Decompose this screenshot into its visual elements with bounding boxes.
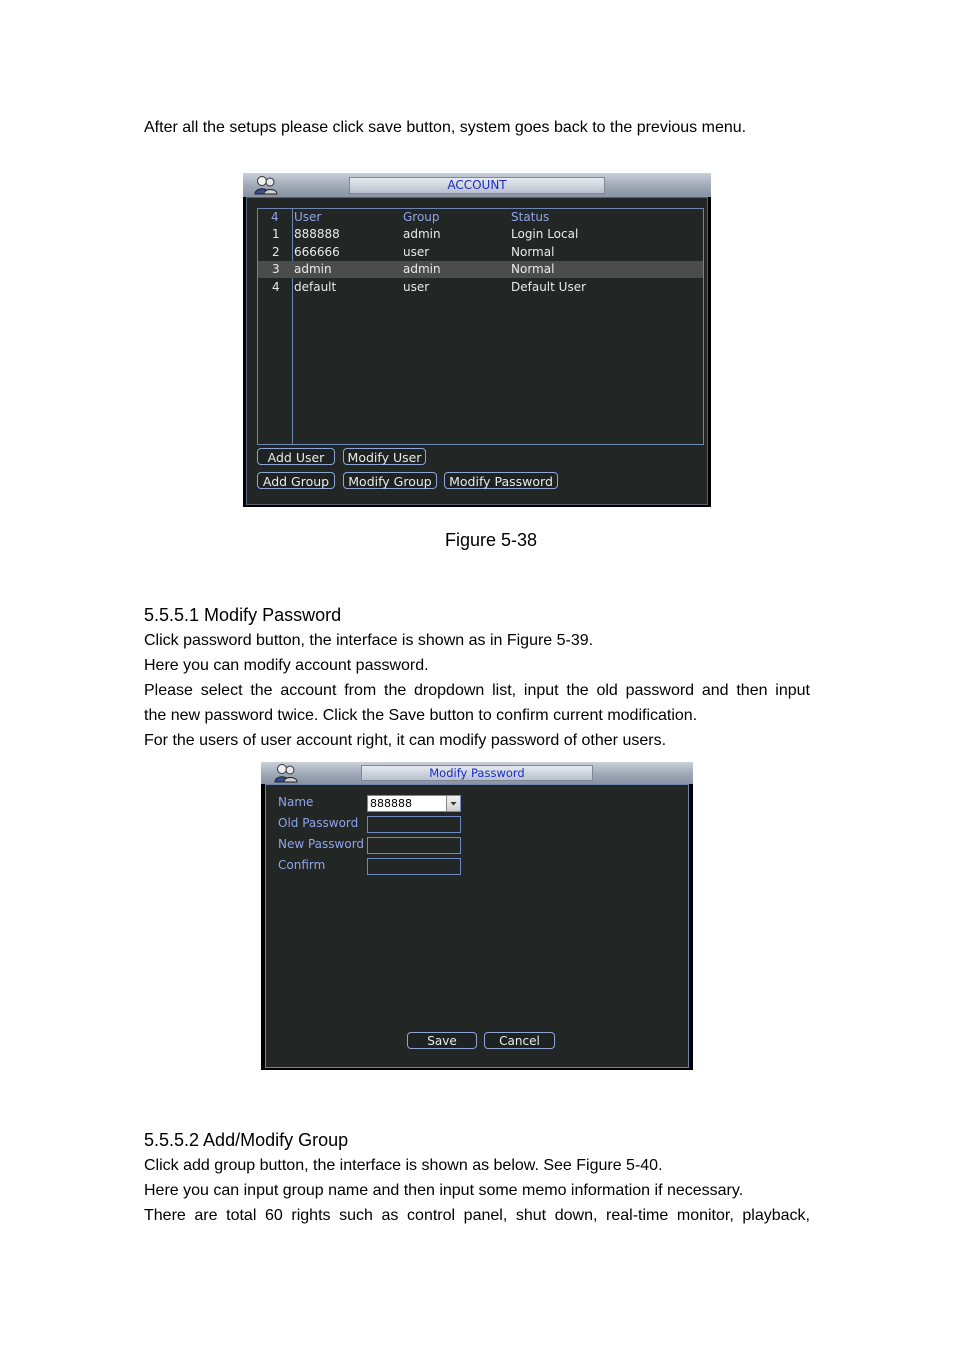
- section-heading-add-modify-group: 5.5.5.2 Add/Modify Group: [144, 1130, 349, 1150]
- sec1-paragraph-1: Click password button, the interface is shown as in Figure 5-39.: [144, 632, 594, 649]
- old-password-field[interactable]: [367, 816, 461, 833]
- save-button[interactable]: Save: [407, 1032, 477, 1049]
- row-2-user[interactable]: 666666: [294, 245, 340, 259]
- account-window: [243, 173, 711, 507]
- row-4-status[interactable]: Default User: [511, 280, 587, 294]
- row-4-group[interactable]: user: [403, 280, 430, 294]
- sec1-paragraph-2: Here you can modify account password.: [144, 657, 429, 674]
- row-4-number[interactable]: 4: [272, 280, 280, 294]
- modify-group-button[interactable]: Modify Group: [343, 472, 437, 489]
- users-icon: [273, 763, 299, 783]
- modify-password-title: Modify Password: [361, 765, 593, 781]
- column-header-status: Status: [511, 210, 550, 224]
- row-3-status[interactable]: Normal: [511, 262, 555, 276]
- row-3-group[interactable]: admin: [403, 262, 441, 276]
- intro-paragraph: After all the setups please click save button, system goes back to the previous menu.: [144, 119, 747, 136]
- sec1-paragraph-3b: the new password twice. Click the Save button to confirm current modification.: [144, 707, 698, 724]
- user-count: 4: [271, 210, 279, 224]
- section-heading-modify-password: 5.5.5.1 Modify Password: [144, 605, 342, 625]
- row-1-status[interactable]: Login Local: [511, 227, 579, 241]
- name-label: Name: [278, 795, 314, 809]
- row-2-number[interactable]: 2: [272, 245, 280, 259]
- sec2-paragraph-1: Click add group button, the interface is shown as below. See Figure 5-40.: [144, 1157, 663, 1174]
- user-list-divider: [292, 209, 293, 444]
- confirm-password-field[interactable]: [367, 858, 461, 875]
- confirm-label: Confirm: [278, 858, 326, 872]
- account-title: ACCOUNT: [349, 177, 605, 194]
- users-icon: [253, 175, 279, 195]
- new-password-field[interactable]: [367, 837, 461, 854]
- row-3-user[interactable]: admin: [294, 262, 332, 276]
- chevron-down-icon[interactable]: [446, 796, 460, 811]
- modify-password-button[interactable]: Modify Password: [444, 472, 558, 489]
- column-header-user: User: [294, 210, 322, 224]
- sec2-paragraph-2: Here you can input group name and then input some memo information if necessary.: [144, 1182, 744, 1199]
- modify-password-body: [265, 784, 689, 1068]
- row-1-number[interactable]: 1: [272, 227, 280, 241]
- sec2-paragraph-3: There are total 60 rights such as control panel, shut down, real-time monitor, playback,: [144, 1207, 810, 1224]
- account-titlebar: [243, 173, 711, 197]
- add-user-button[interactable]: Add User: [257, 448, 335, 465]
- cancel-button[interactable]: Cancel: [484, 1032, 555, 1049]
- column-header-group: Group: [403, 210, 440, 224]
- row-3-number[interactable]: 3: [272, 262, 280, 276]
- row-1-group[interactable]: admin: [403, 227, 441, 241]
- row-1-user[interactable]: 888888: [294, 227, 340, 241]
- account-body: [246, 197, 708, 505]
- modify-password-titlebar: [261, 762, 693, 784]
- figure-5-38-caption: Figure 5-38: [444, 530, 538, 550]
- new-password-label: New Password: [278, 837, 365, 851]
- name-dropdown[interactable]: [367, 795, 461, 812]
- modify-user-button[interactable]: Modify User: [343, 448, 426, 465]
- row-4-user[interactable]: default: [294, 280, 337, 294]
- add-group-button[interactable]: Add Group: [257, 472, 335, 489]
- sec1-paragraph-4: For the users of user account right, it can modify password of other users.: [144, 732, 667, 749]
- sec1-paragraph-3a: Please select the account from the dropdown list, input the old password and then input: [144, 682, 810, 699]
- modify-password-window: [261, 762, 693, 1070]
- row-2-group[interactable]: user: [403, 245, 430, 259]
- name-dropdown-value: 888888: [370, 797, 412, 810]
- old-password-label: Old Password: [278, 816, 359, 830]
- row-2-status[interactable]: Normal: [511, 245, 555, 259]
